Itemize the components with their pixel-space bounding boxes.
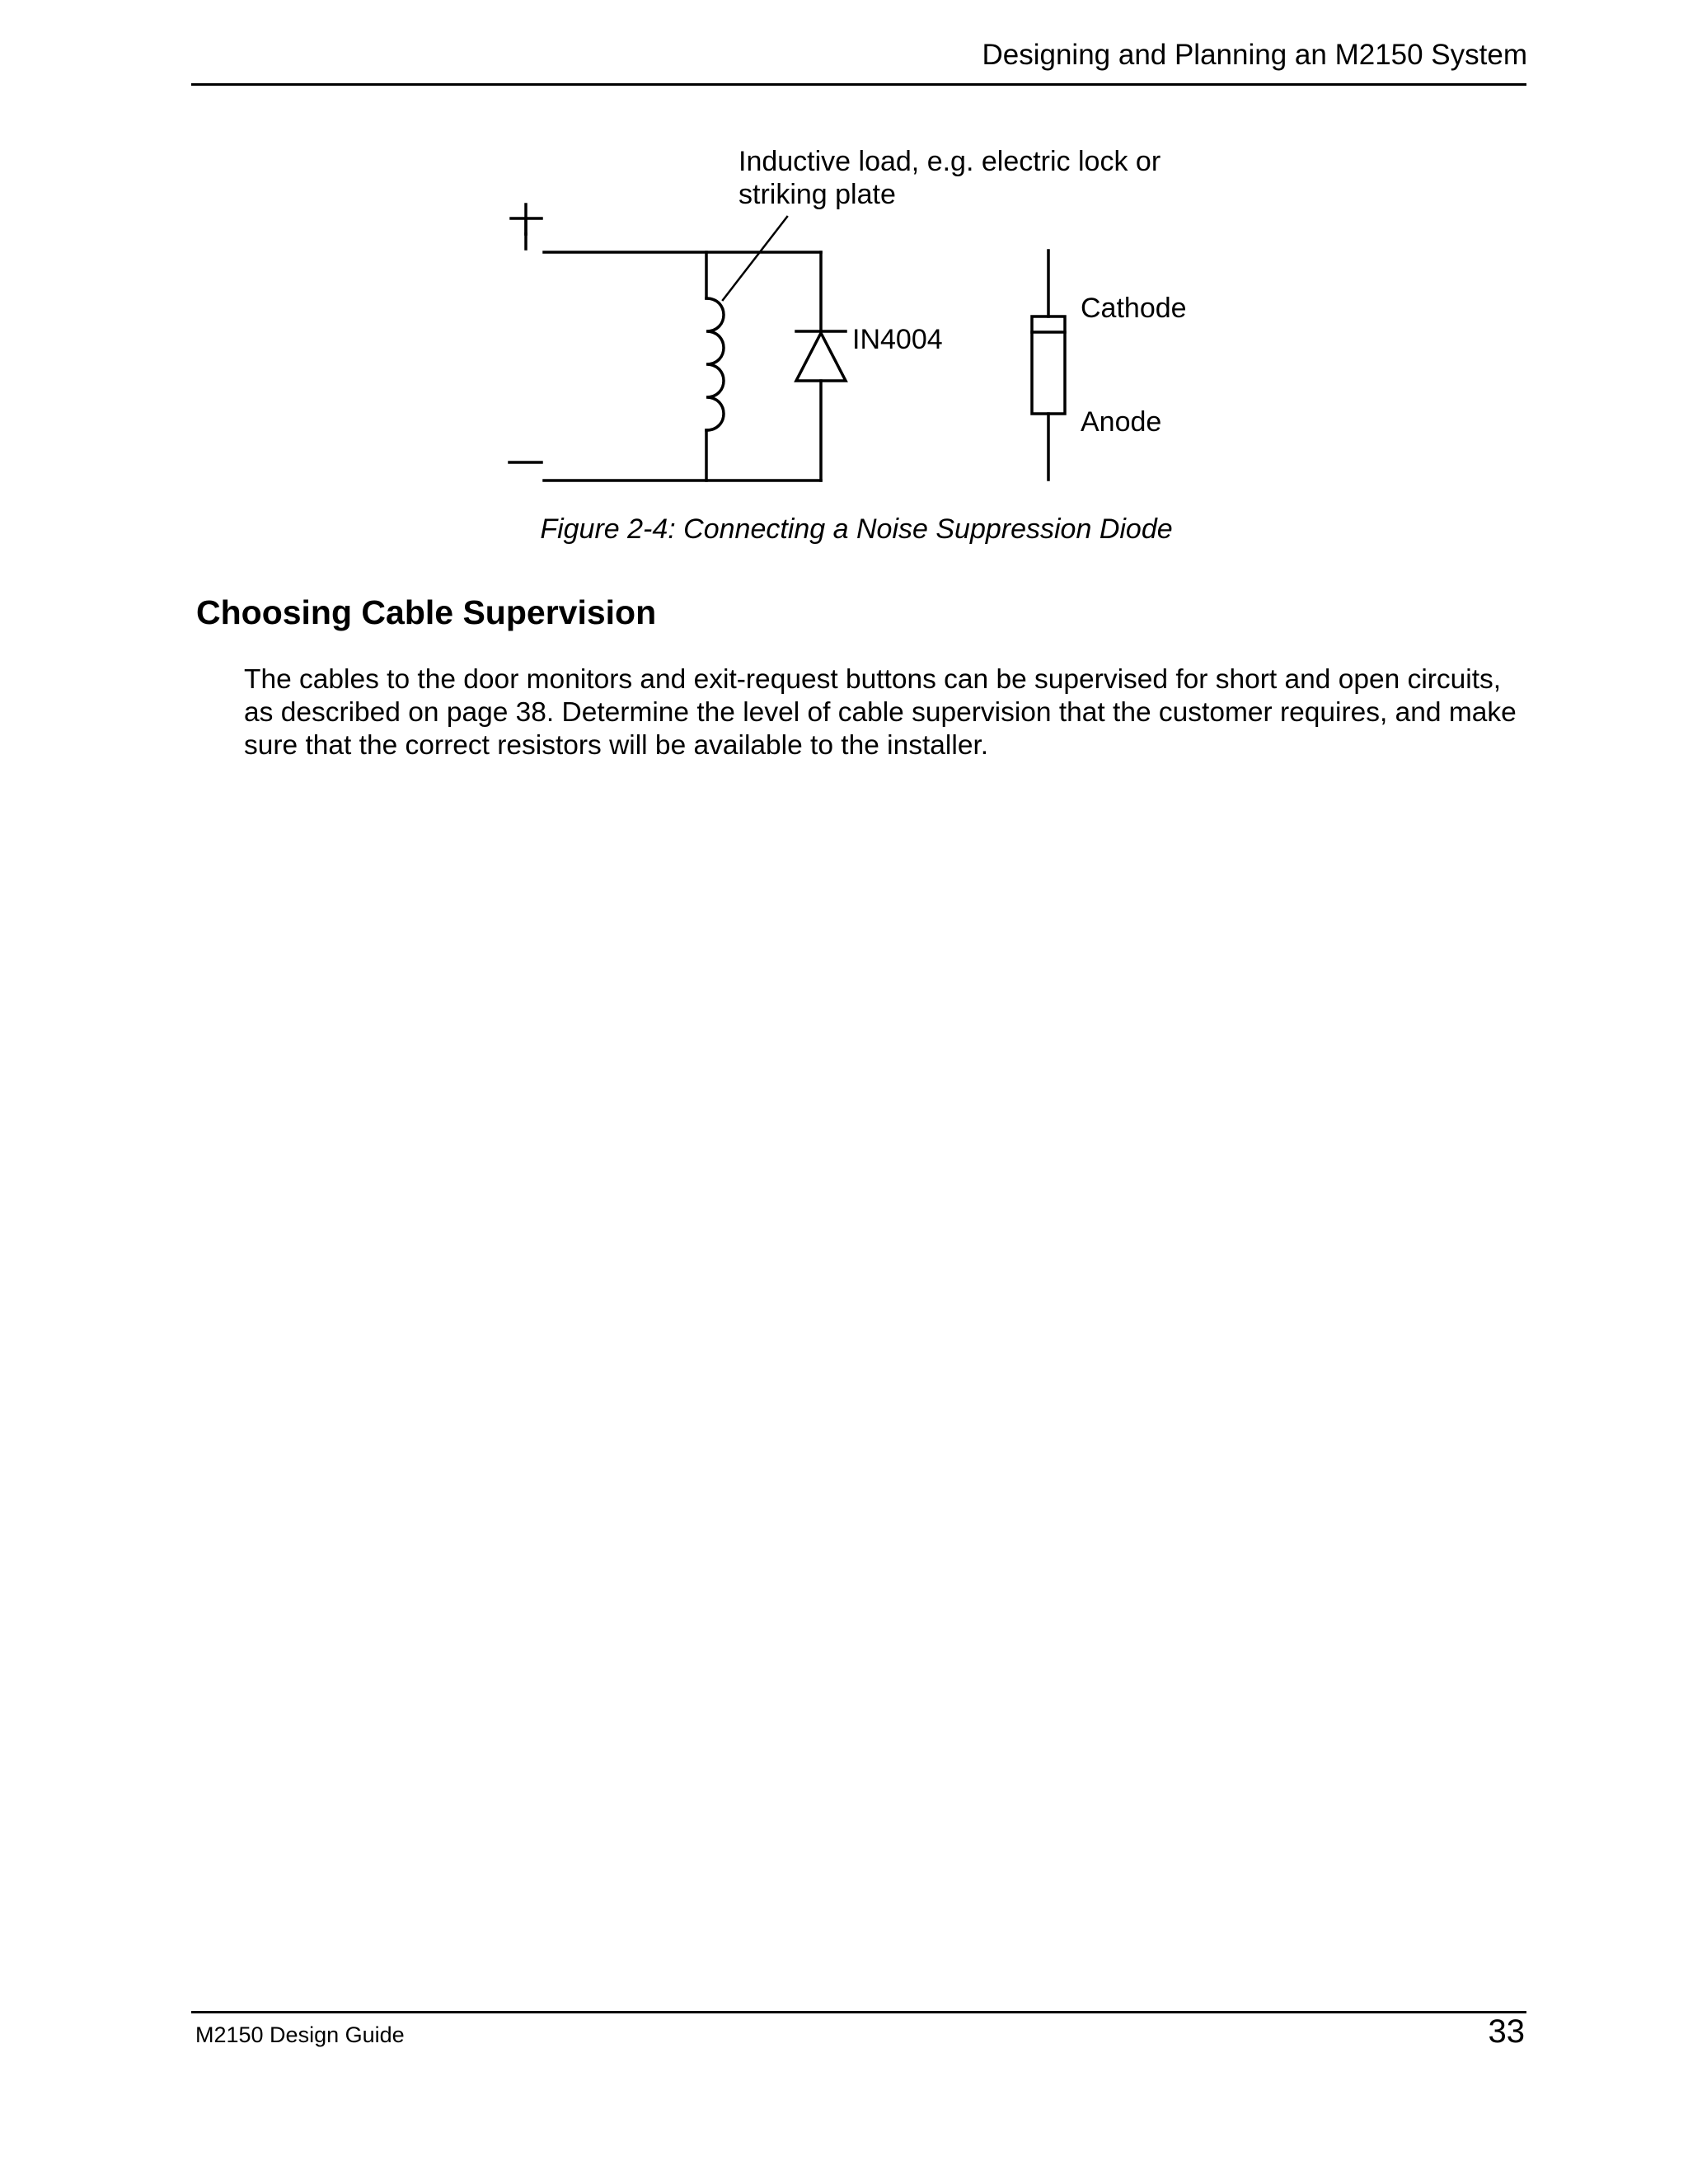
diode-part-label: IN4004: [852, 324, 943, 355]
circuit-diagram: [0, 0, 1688, 511]
plus-symbol: [511, 204, 542, 249]
footer-rule: [191, 2011, 1526, 2013]
anode-label: Anode: [1081, 406, 1162, 438]
figure-caption: Figure 2-4: Connecting a Noise Suppression Diode: [540, 513, 1173, 545]
load-label-line2: striking plate: [738, 179, 896, 210]
load-label-line1: Inductive load, e.g. electric lock or: [738, 146, 1161, 177]
load-pointer-line: [723, 217, 787, 300]
running-header: Designing and Planning an M2150 System: [982, 39, 1527, 71]
diode-circuit-figure: [0, 0, 1688, 511]
inductor-coil: [706, 298, 724, 430]
diode-triangle: [796, 333, 846, 381]
body-paragraph: The cables to the door monitors and exit-request buttons can be supervised for short and open circuits, as described on page 38. Determine the level of cable supervision that the customer requires, and make sure that the correct resistors will be available to the installer.: [244, 664, 1517, 761]
page-number: 33: [1488, 2013, 1525, 2050]
footer-doc-title: M2150 Design Guide: [195, 2022, 405, 2047]
section-heading: Choosing Cable Supervision: [196, 593, 657, 631]
cathode-label: Cathode: [1081, 293, 1187, 324]
